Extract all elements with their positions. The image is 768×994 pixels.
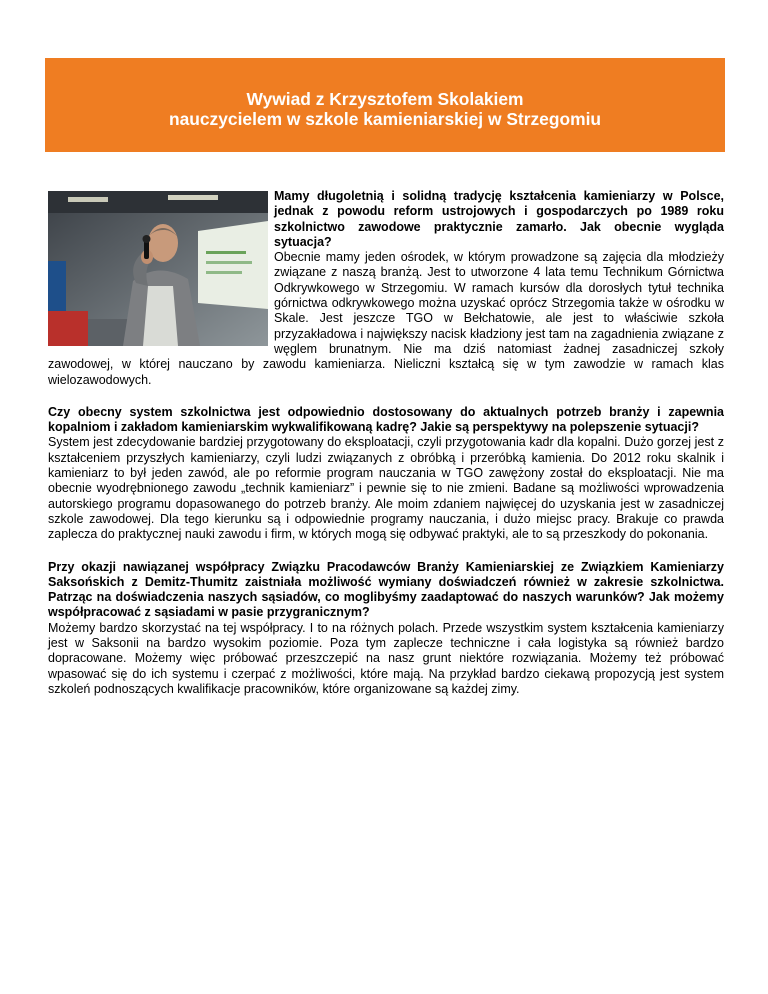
title-line-1: Wywiad z Krzysztofem Skolakiem bbox=[246, 89, 524, 109]
title-banner bbox=[45, 58, 725, 152]
question-2: Czy obecny system szkolnictwa jest odpowiednio dostosowany do aktualnych potrzeb branży i zapewnia kopalniom i zakładom kamieniarskim wykwalifikowaną kadrę? Jakie są perspektywy na polepszenie sytuacji? bbox=[48, 404, 724, 435]
speaker-photo bbox=[48, 191, 268, 346]
title-line-2: nauczycielem w szkole kamieniarskiej w Strzegomiu bbox=[168, 109, 602, 129]
qa-3 bbox=[48, 560, 724, 698]
page-title bbox=[45, 89, 725, 129]
question-3: Przy okazji nawiązanej współpracy Związku Pracodawców Branży Kamieniarskiej ze Związkiem Kamieniarzy Saksońskich z Demitz-Thumitz zaistniała możliwość wymiany doświadczeń również w zakresie szkolnictwa. Patrząc na doświadczenia naszych sąsiadów, co moglibyśmy zaadaptować do naszych warunków? Jak możemy współpracować z sąsiadami w pasie przygranicznym? bbox=[48, 559, 724, 620]
answer-3: Możemy bardzo skorzystać na tej współpracy. I to na różnych polach. Przede wszystkim system kształcenia kamieniarzy jest w Saksonii na bardzo wysokim poziomie. Poza tym zaplecze techniczne i cała logistyka są również bardzo dopracowane. Możemy więc próbować przeszczepić na nasz grunt niektóre rozwiązania. Możemy też próbować wpasować się do ich systemu i czerpać z możliwości, które mają. Na przykład bardzo ciekawą propozycją jest system szkoleń podnoszących kwalifikacje pracowników, które organizowane są każdej zimy. bbox=[48, 620, 724, 696]
answer-1: Obecnie mamy jeden ośrodek, w którym prowadzone są zajęcia dla młodzieży związane z naszą branżą. Jest to utworzone 4 lata temu Technikum Górnictwa Odkrywkowego w Strzegomiu. W ramach kursów dla dorosłych tytuł technika górnictwa odkrywkowego można uzyskać oprócz Strzegomia także w ośrodku w Skale. Jest jeszcze TGO w Bełchatowie, ale jest to właściwie szkoła przyzakładowa i największy nacisk kładziony jest tam na zagadnienia związane z węglem brunatnym. Nie ma dziś natomiast żadnej zasadniczej szkoły zawodowej, w której nauczano by zawodu kamieniarza. Nieliczni kształcą się w tym zawodzie w ramach klas wielozawodowych. bbox=[48, 250, 724, 387]
photo-of-speaker-with-microphone-icon bbox=[48, 191, 268, 346]
interview-article bbox=[48, 189, 724, 697]
qa-2 bbox=[48, 405, 724, 543]
answer-2: System jest zdecydowanie bardziej przygotowany do eksploatacji, czyli przygotowania kadr dla kopalni. Dużo gorzej jest z kształceniem przyszłych kamieniarzy, czyli ludzi związanych z obróbką i przeróbką kamienia. Do 2012 roku skalnik i kamieniarz to był jeden zawód, ale po reformie program nauczania w TGO zawężony został do eksploatacji. Nie ma obecnie wyodrębnionego zawodu „technik kamieniarz” i pewnie się to nie zmieni. Badane są możliwości wprowadzenia autorskiego programu dopasowanego do potrzeb branży. Ale moim zdaniem najwięcej do uzyskania jest w zasadniczej szkole zawodowej. Dla tego kierunku są i odpowiednie programy nauczania, i dużo miejsc pracy. Brakuje co prawda zaplecza do praktycznej nauki zawodu i firm, w których mogą się odbywać praktyki, ale to są przeszkody do pokonania. bbox=[48, 435, 724, 542]
question-1: Mamy długoletnią i solidną tradycję kształcenia kamieniarzy w Polsce, jednak z powodu reform ustrojowych i gospodarczych po 1989 roku szkolnictwo zawodowe praktycznie zamarło. Jak obecnie wygląda sytuacja? bbox=[274, 189, 724, 249]
